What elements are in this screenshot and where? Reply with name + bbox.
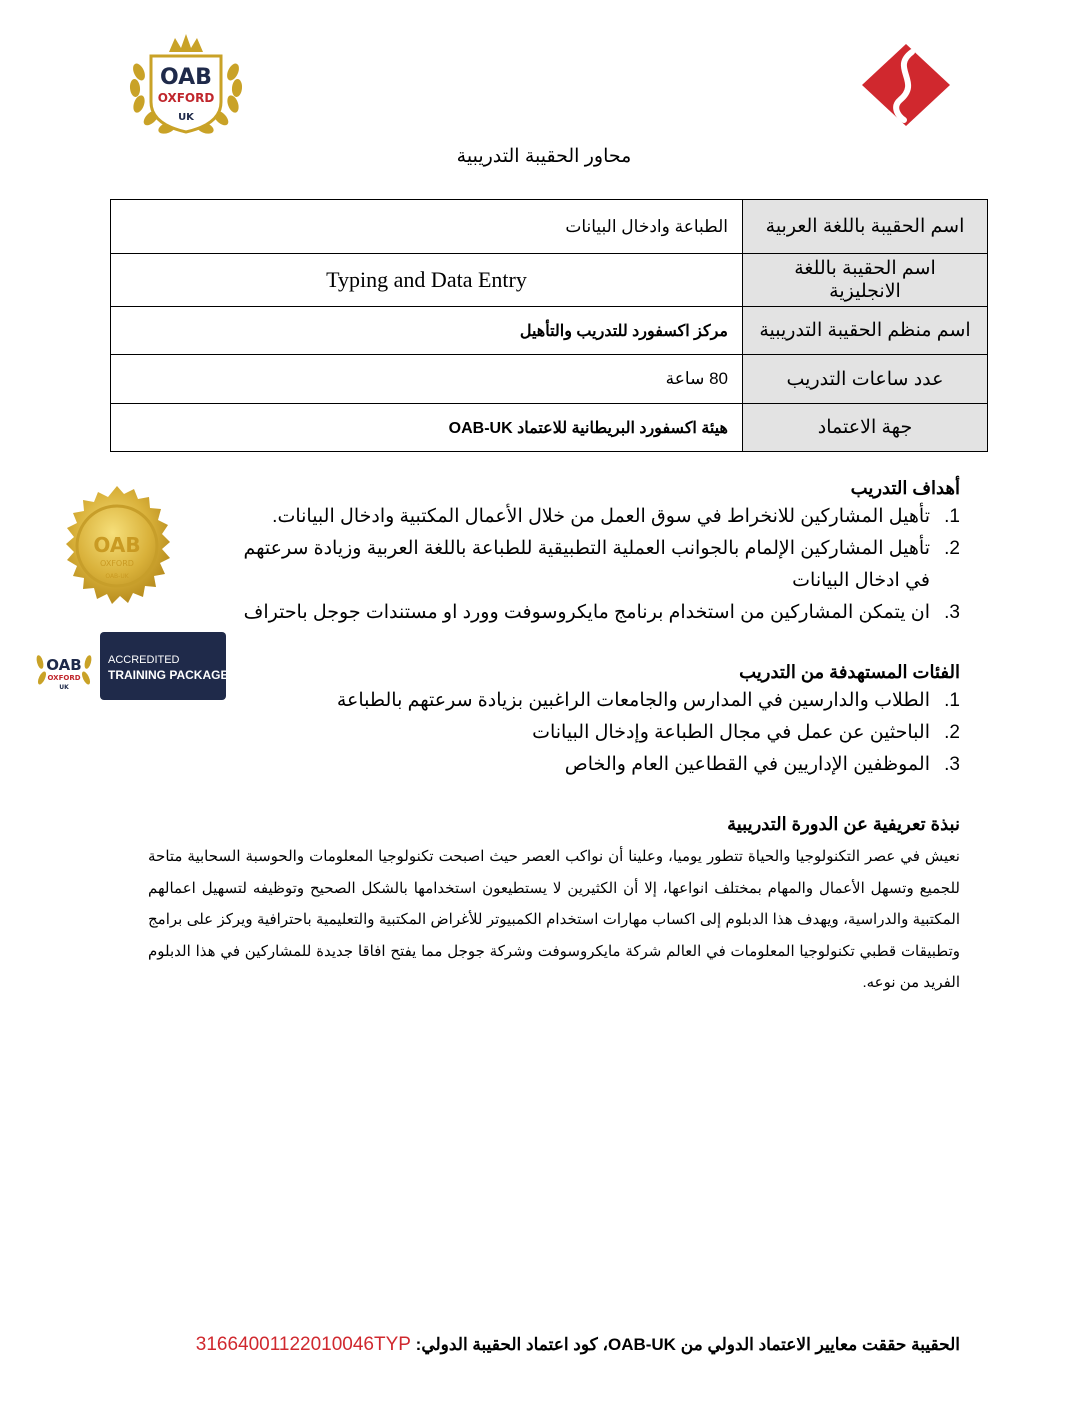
svg-text:OXFORD: OXFORD xyxy=(157,91,215,105)
accreditation-body-label: جهة الاعتماد xyxy=(743,404,988,452)
item-number: 2. xyxy=(944,722,960,743)
accreditation-code: 31664001122010046TYP xyxy=(195,1334,411,1355)
table-row xyxy=(111,254,988,307)
section-title: أهداف التدريب xyxy=(850,478,960,498)
training-goals-section xyxy=(215,478,960,629)
organizer-label: اسم منظم الحقيبة التدريبية xyxy=(743,307,988,355)
targets-list xyxy=(215,685,960,781)
arabic-name-label: اسم الحقيبة باللغة العربية xyxy=(743,200,988,254)
list-item xyxy=(215,717,960,749)
accreditation-footer xyxy=(196,1334,960,1356)
item-number: 2. xyxy=(944,538,960,559)
section-title: نبذة تعريفية عن الدورة التدريبية xyxy=(727,814,960,834)
table-row xyxy=(111,355,988,404)
item-number: 1. xyxy=(944,690,960,711)
item-text: تأهيل المشاركين للانخراط في سوق العمل من خلال الأعمال المكتبية وادخال البيانات. xyxy=(272,506,930,527)
table-row xyxy=(111,200,988,254)
gold-seal-icon xyxy=(52,486,182,616)
page-title: محاور الحقيبة التدريبية xyxy=(456,146,632,167)
list-item xyxy=(215,533,960,597)
svg-text:UK: UK xyxy=(59,684,69,691)
arabic-name-value: الطباعة وادخال البيانات xyxy=(111,200,743,254)
list-item xyxy=(215,685,960,717)
svg-text:OXFORD: OXFORD xyxy=(100,559,134,568)
svg-text:OAB: OAB xyxy=(46,656,82,674)
svg-text:TRAINING PACKAGE: TRAINING PACKAGE xyxy=(108,668,226,682)
list-item xyxy=(215,597,960,629)
svg-text:OAB: OAB xyxy=(160,65,212,90)
item-number: 3. xyxy=(944,754,960,775)
list-item xyxy=(215,501,960,533)
svg-text:OAB: OAB xyxy=(93,533,141,557)
accredited-training-package-badge xyxy=(28,632,226,702)
course-overview-section xyxy=(148,814,960,999)
target-groups-section xyxy=(215,662,960,781)
badge-graphic xyxy=(28,632,226,702)
footer-text: الحقيبة حققت معايير الاعتماد الدولي من OAB-UK، كود اعتماد الحقيبة الدولي: xyxy=(410,1335,960,1354)
item-text: ان يتمكن المشاركين من استخدام برنامج مايكروسوفت وورد او مستندات جوجل باحتراف xyxy=(243,602,930,623)
training-hours-value: 80 ساعة xyxy=(111,355,743,404)
package-info-table xyxy=(110,199,988,452)
svg-text:UK: UK xyxy=(178,112,194,123)
item-text: تأهيل المشاركين الإلمام بالجوانب العملية التطبيقية للطباعة باللغة العربية وزيادة سرعتهم في ادخال البيانات xyxy=(243,538,930,591)
svg-text:OAB-UK: OAB-UK xyxy=(105,573,129,580)
svg-text:ACCREDITED: ACCREDITED xyxy=(108,654,180,666)
english-name-value: Typing and Data Entry xyxy=(111,254,743,307)
accreditation-body-value: هيئة اكسفورد البريطانية للاعتماد OAB-UK xyxy=(111,404,743,452)
list-item xyxy=(215,749,960,781)
item-number: 3. xyxy=(944,602,960,623)
table-row xyxy=(111,307,988,355)
organizer-value: مركز اكسفورد للتدريب والتأهيل xyxy=(111,307,743,355)
english-name-label: اسم الحقيبة باللغة الانجليزية xyxy=(743,254,988,307)
svg-text:OXFORD: OXFORD xyxy=(47,674,81,682)
item-text: الطلاب والدارسين في المدارس والجامعات الراغبين بزيادة سرعتهم بالطباعة xyxy=(336,690,930,711)
oab-oxford-logo xyxy=(125,32,247,140)
table-row xyxy=(111,404,988,452)
training-hours-label: عدد ساعات التدريب xyxy=(743,355,988,404)
item-text: الباحثين عن عمل في مجال الطباعة وإدخال البيانات xyxy=(532,722,930,743)
item-number: 1. xyxy=(944,506,960,527)
center-emblem-logo xyxy=(860,42,952,128)
overview-paragraph: نعيش في عصر التكنولوجيا والحياة تتطور يوميا، وعلينا أن نواكب العصر حيث اصبحت تكنولوجيا المعلومات والحوسبة السحابية متاحة للجميع وتسهل الأعمال والمهام بمختلف انواعها، إلا أن الكثيرين لا يستطيعون استخدامها بالشكل الصحيح وتوظيفه لتسهيل اعمالهم المكتبية والدراسية، ويهدف هذا الدبلوم إلى اكساب مهارات استخدام الكمبيوتر للأغراض المكتبية والتعليمية باحترافية ويركز على برامج وتطبيقات قطبي تكنولوجيا المعلومات في العالم شركة مايكروسوفت وشركة جوجل مما يفتح افاقا جديدة للمشاركين في هذا الدبلوم الفريد من نوعه. xyxy=(148,848,960,991)
section-title: الفئات المستهدفة من التدريب xyxy=(739,662,960,682)
goals-list xyxy=(215,501,960,629)
item-text: الموظفين الإداريين في القطاعين العام والخاص xyxy=(564,754,930,775)
